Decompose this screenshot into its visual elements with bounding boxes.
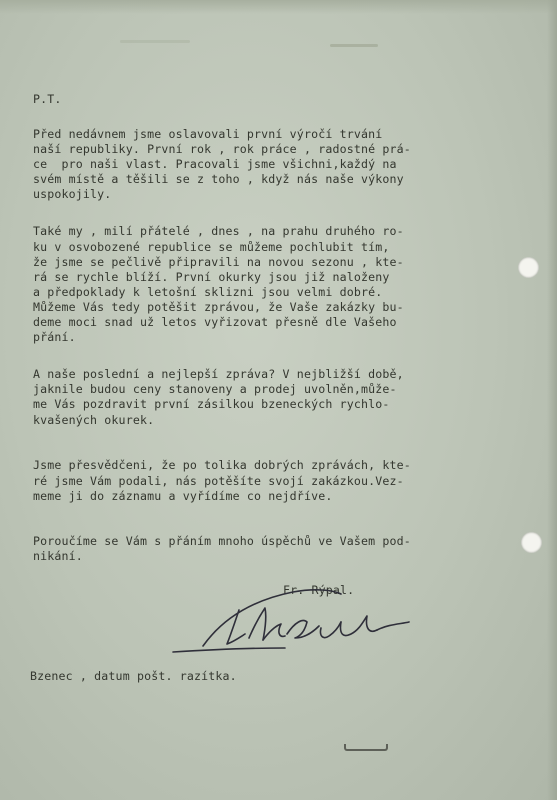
paper-smudge [330,44,378,47]
paragraph-2-line: deme moci snad už letos vyřizovat přesně dle Vašeho [33,315,397,329]
punch-hole-upper [518,257,539,278]
paragraph-1-line: svém místě a těšili se z toho , když nás naše výkony [33,172,404,186]
paragraph-3-line: jaknile budou ceny stanoveny a prodej uvolněn,může- [33,382,397,396]
paragraph-2-line: Také my , milí přátelé , dnes , na prahu druhého ro- [33,224,404,238]
paragraph-2-line: že jsme se pečlivě připravili na novou sezonu , kte- [33,255,404,269]
salutation: P.T. [33,92,62,106]
staple-mark [344,744,388,751]
signatory-name: Fr. Rýpal. [283,583,355,597]
paragraph-2-line: přání. [33,330,76,344]
paragraph-1-line: naší republiky. První rok , rok práce , radostné prá- [33,142,411,156]
punch-hole-lower [521,532,542,553]
paragraph-4-line: Jsme přesvědčeni, že po tolika dobrých zprávách, kte- [33,458,411,472]
paper-top-shadow [0,0,557,14]
paragraph-2-line: ku v osvobozené republice se můžeme pochlubit tím, [33,240,390,254]
paragraph-1-line: uspokojily. [33,187,112,201]
paragraph-5-line: nikání. [33,549,83,563]
paragraph-3-line: A naše poslední a nejlepší zpráva? V nejbližší době, [33,367,404,381]
paragraph-2-line: a předpoklady k letošní sklizni jsou velmi dobré. [33,285,383,299]
paragraph-4-line: ré jsme Vám podali, nás potěšíte svojí zakázkou.Vez- [33,474,404,488]
paragraph-2-line: Můžeme Vás tedy potěšit zprávou, že Vaše zakázky bu- [33,300,404,314]
paragraph-3-line: kvašených okurek. [33,413,155,427]
paragraph-5-line: Poroučíme se Vám s přáním mnoho úspěchů ve Vašem pod- [33,534,411,548]
paragraph-2-line: rá se rychle blíží. První okurky jsou již naloženy [33,270,390,284]
paragraph-1-line: ce pro naši vlast. Pracovali jsme všichni,každý na [33,157,397,171]
paper-right-shadow [547,0,557,800]
place-and-date-line: Bzenec , datum pošt. razítka. [30,669,237,683]
paragraph-3-line: me Vás pozdravit první zásilkou bzeneckých rychlo- [33,397,390,411]
handwritten-signature [165,578,415,658]
paragraph-1-line: Před nedávnem jsme oslavovali první výročí trvání [33,127,383,141]
paper-smudge [120,40,190,43]
paragraph-4-line: meme ji do záznamu a vyřídíme co nejdříve. [33,489,333,503]
